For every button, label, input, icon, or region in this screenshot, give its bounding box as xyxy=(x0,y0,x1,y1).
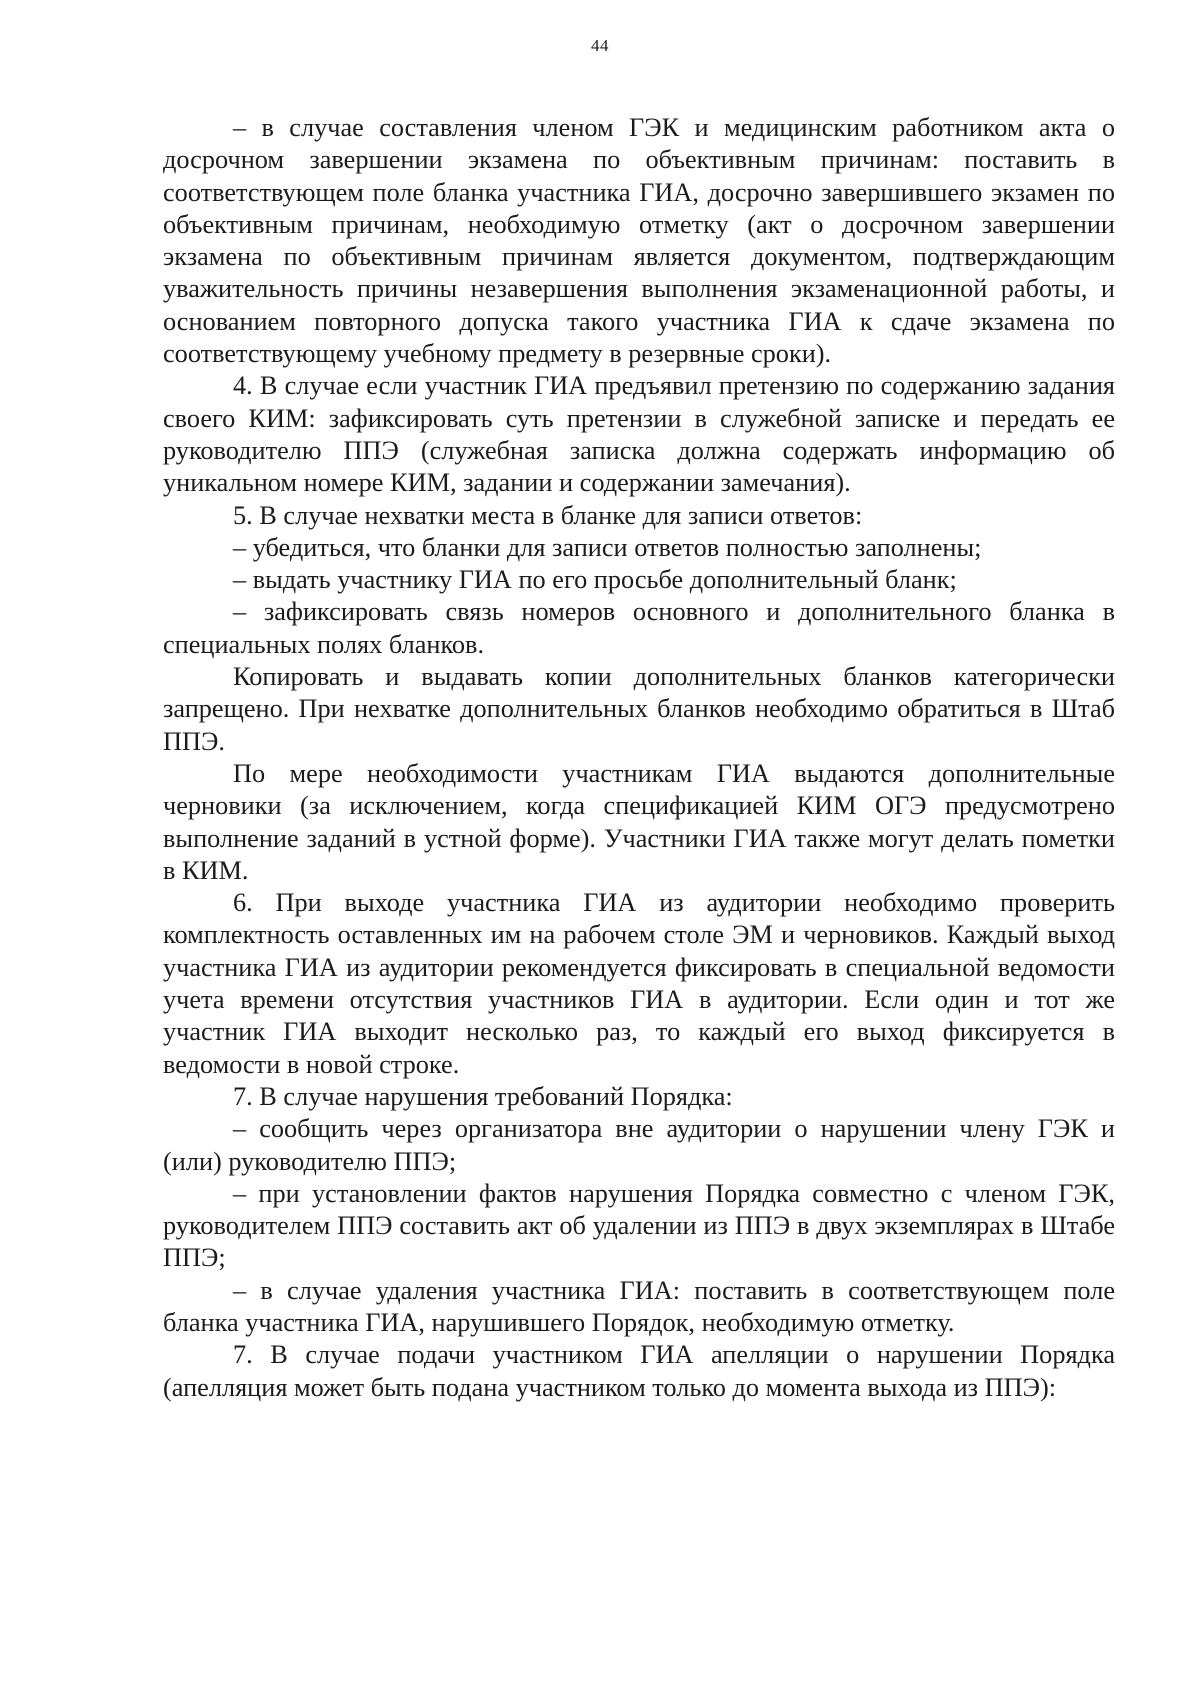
paragraph-early-completion: – в случае составления членом ГЭК и медицинским работником акта о досрочном завершении экзамена по объективным причинам: поставить в соответствующем поле бланка участника ГИА, досрочно завершившего экзамен по объективным причинам, необходимую отметку (акт о досрочном завершении экзамена по объективным причинам является документом, подтверждающим уважительность причины незавершения выполнения экзаменационной работы, и основанием повторного допуска такого участника ГИА к сдаче экзамена по соответствующему учебному предмету в резервные сроки). xyxy=(163,113,1115,369)
paragraph-copy-prohibited: Копировать и выдавать копии дополнительных бланков категорически запрещено. При нехватке дополнительных бланков необходимо обратиться в Штаб ППЭ. xyxy=(163,662,1115,756)
paragraph-item-7-appeal: 7. В случае подачи участником ГИА апелляции о нарушении Порядка (апелляция может быть подана участником только до момента выхода из ППЭ): xyxy=(163,1340,1115,1402)
list-item-issue-extra-form: – выдать участнику ГИА по его просьбе дополнительный бланк; xyxy=(233,565,957,595)
paragraph-item-7-violation: 7. В случае нарушения требований Порядка: xyxy=(233,1081,733,1111)
document-body xyxy=(163,112,1115,1404)
paragraph-drafts: По мере необходимости участникам ГИА выдаются дополнительные черновики (за исключением, когда спецификацией КИМ ОГЭ предусмотрено выполнение заданий в устной форме). Участники ГИА также могут делать пометки в КИМ. xyxy=(163,758,1115,885)
list-item-removal-act: – при установлении фактов нарушения Порядка совместно с членом ГЭК, руководителем ППЭ составить акт об удалении из ППЭ в двух экземплярах в Штабе ППЭ; xyxy=(163,1178,1115,1273)
paragraph-item-5-lack-of-space: 5. В случае нехватки места в бланке для записи ответов: xyxy=(233,500,863,530)
page-number: 44 xyxy=(591,36,609,55)
list-item-removal-mark: – в случае удаления участника ГИА: поставить в соответствующем поле бланка участника ГИА, нарушившего Порядок, необходимую отметку. xyxy=(163,1275,1115,1337)
paragraph-item-6-leaving-room: 6. При выходе участника ГИА из аудитории необходимо проверить комплектность оставленных им на рабочем столе ЭМ и черновиков. Каждый выход участника ГИА из аудитории рекомендуется фиксировать в специальной ведомости учета времени отсутствия участников ГИА в аудитории. Если один и тот же участник ГИА выходит несколько раз, то каждый его выход фиксируется в ведомости в новой строке. xyxy=(163,888,1115,1079)
list-item-report-violation: – сообщить через организатора вне аудитории о нарушении члену ГЭК и (или) руководителю ППЭ; xyxy=(163,1114,1115,1176)
list-item-record-form-numbers: – зафиксировать связь номеров основного и дополнительного бланка в специальных полях бланков. xyxy=(163,597,1115,659)
list-item-check-forms-filled: – убедиться, что бланки для записи ответов полностью заполнены; xyxy=(233,532,982,562)
paragraph-item-4-kim-claim: 4. В случае если участник ГИА предъявил претензию по содержанию задания своего КИМ: зафиксировать суть претензии в служебной записке и передать ее руководителю ППЭ (служебная записка должна содержать информацию об уникальном номере КИМ, задании и содержании замечания). xyxy=(163,371,1115,498)
